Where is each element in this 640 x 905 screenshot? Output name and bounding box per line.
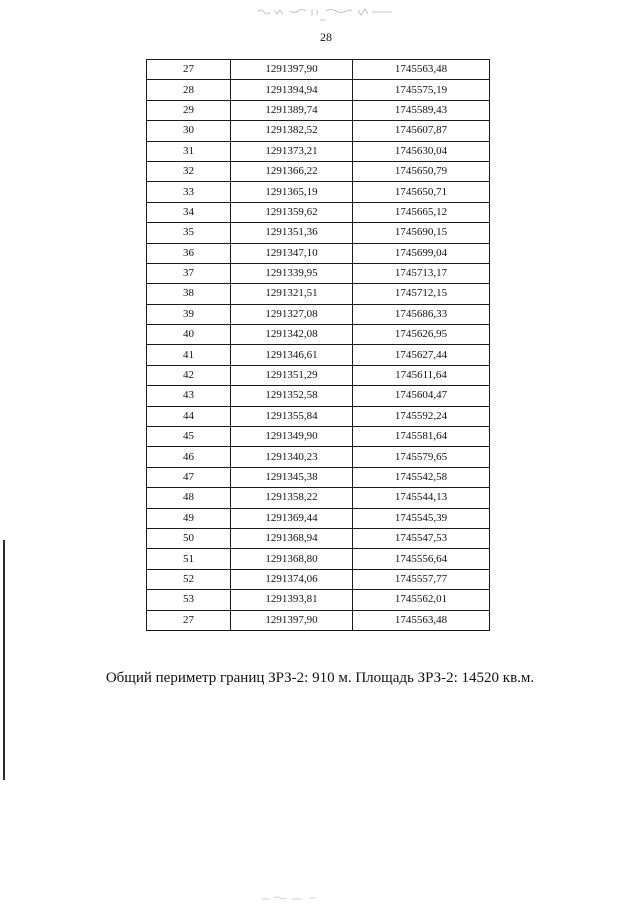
table-row (147, 304, 490, 324)
x-coordinate-cell: 1291351,29 (231, 365, 353, 385)
y-coordinate-cell: 1745563,48 (353, 60, 490, 80)
point-number-cell: 28 (147, 80, 231, 100)
y-coordinate-cell: 1745690,15 (353, 223, 490, 243)
table-row (147, 549, 490, 569)
x-coordinate-cell: 1291327,08 (231, 304, 353, 324)
point-number-cell: 46 (147, 447, 231, 467)
table-row (147, 121, 490, 141)
table-row (147, 610, 490, 630)
y-coordinate-cell: 1745592,24 (353, 406, 490, 426)
point-number-cell: 29 (147, 100, 231, 120)
point-number-cell: 42 (147, 365, 231, 385)
x-coordinate-cell: 1291346,61 (231, 345, 353, 365)
y-coordinate-cell: 1745630,04 (353, 141, 490, 161)
point-number-cell: 37 (147, 263, 231, 283)
x-coordinate-cell: 1291373,21 (231, 141, 353, 161)
y-coordinate-cell: 1745650,71 (353, 182, 490, 202)
x-coordinate-cell: 1291369,44 (231, 508, 353, 528)
table-row (147, 100, 490, 120)
x-coordinate-cell: 1291351,36 (231, 223, 353, 243)
x-coordinate-cell: 1291359,62 (231, 202, 353, 222)
x-coordinate-cell: 1291347,10 (231, 243, 353, 263)
point-number-cell: 40 (147, 325, 231, 345)
point-number-cell: 52 (147, 569, 231, 589)
table-row (147, 325, 490, 345)
scan-stamp-marks (250, 2, 410, 24)
y-coordinate-cell: 1745712,15 (353, 284, 490, 304)
point-number-cell: 31 (147, 141, 231, 161)
table-row (147, 202, 490, 222)
point-number-cell: 38 (147, 284, 231, 304)
x-coordinate-cell: 1291368,94 (231, 528, 353, 548)
y-coordinate-cell: 1745575,19 (353, 80, 490, 100)
point-number-cell: 49 (147, 508, 231, 528)
y-coordinate-cell: 1745611,64 (353, 365, 490, 385)
y-coordinate-cell: 1745563,48 (353, 610, 490, 630)
table-row (147, 508, 490, 528)
table-row (147, 406, 490, 426)
point-number-cell: 36 (147, 243, 231, 263)
x-coordinate-cell: 1291366,22 (231, 161, 353, 181)
table-row (147, 161, 490, 181)
table-row (147, 80, 490, 100)
point-number-cell: 51 (147, 549, 231, 569)
point-number-cell: 27 (147, 610, 231, 630)
y-coordinate-cell: 1745542,58 (353, 467, 490, 487)
point-number-cell: 50 (147, 528, 231, 548)
point-number-cell: 45 (147, 427, 231, 447)
x-coordinate-cell: 1291389,74 (231, 100, 353, 120)
x-coordinate-cell: 1291393,81 (231, 590, 353, 610)
point-number-cell: 44 (147, 406, 231, 426)
y-coordinate-cell: 1745547,53 (353, 528, 490, 548)
x-coordinate-cell: 1291397,90 (231, 60, 353, 80)
x-coordinate-cell: 1291394,94 (231, 80, 353, 100)
y-coordinate-cell: 1745589,43 (353, 100, 490, 120)
point-number-cell: 30 (147, 121, 231, 141)
x-coordinate-cell: 1291352,58 (231, 386, 353, 406)
point-number-cell: 33 (147, 182, 231, 202)
y-coordinate-cell: 1745699,04 (353, 243, 490, 263)
table-row (147, 447, 490, 467)
scan-footer-marks (258, 893, 338, 903)
y-coordinate-cell: 1745713,17 (353, 263, 490, 283)
y-coordinate-cell: 1745604,47 (353, 386, 490, 406)
x-coordinate-cell: 1291342,08 (231, 325, 353, 345)
x-coordinate-cell: 1291321,51 (231, 284, 353, 304)
point-number-cell: 43 (147, 386, 231, 406)
table-row (147, 386, 490, 406)
y-coordinate-cell: 1745626,95 (353, 325, 490, 345)
table-row (147, 590, 490, 610)
y-coordinate-cell: 1745581,64 (353, 427, 490, 447)
y-coordinate-cell: 1745686,33 (353, 304, 490, 324)
point-number-cell: 35 (147, 223, 231, 243)
x-coordinate-cell: 1291345,38 (231, 467, 353, 487)
point-number-cell: 34 (147, 202, 231, 222)
x-coordinate-cell: 1291339,95 (231, 263, 353, 283)
y-coordinate-cell: 1745545,39 (353, 508, 490, 528)
table-row (147, 284, 490, 304)
point-number-cell: 47 (147, 467, 231, 487)
table-row (147, 467, 490, 487)
x-coordinate-cell: 1291374,06 (231, 569, 353, 589)
coordinates-table-body (147, 60, 490, 631)
x-coordinate-cell: 1291355,84 (231, 406, 353, 426)
y-coordinate-cell: 1745556,64 (353, 549, 490, 569)
point-number-cell: 39 (147, 304, 231, 324)
table-row (147, 345, 490, 365)
y-coordinate-cell: 1745544,13 (353, 488, 490, 508)
scan-margin-line (3, 540, 5, 780)
x-coordinate-cell: 1291358,22 (231, 488, 353, 508)
x-coordinate-cell: 1291349,90 (231, 427, 353, 447)
point-number-cell: 41 (147, 345, 231, 365)
y-coordinate-cell: 1745650,79 (353, 161, 490, 181)
x-coordinate-cell: 1291397,90 (231, 610, 353, 630)
point-number-cell: 53 (147, 590, 231, 610)
x-coordinate-cell: 1291365,19 (231, 182, 353, 202)
table-row (147, 182, 490, 202)
point-number-cell: 27 (147, 60, 231, 80)
x-coordinate-cell: 1291382,52 (231, 121, 353, 141)
table-row (147, 243, 490, 263)
table-row (147, 141, 490, 161)
page-number: 28 (320, 30, 332, 44)
table-row (147, 60, 490, 80)
y-coordinate-cell: 1745665,12 (353, 202, 490, 222)
table-row (147, 263, 490, 283)
coordinates-table (146, 59, 490, 631)
x-coordinate-cell: 1291368,80 (231, 549, 353, 569)
y-coordinate-cell: 1745579,65 (353, 447, 490, 467)
y-coordinate-cell: 1745627,44 (353, 345, 490, 365)
point-number-cell: 32 (147, 161, 231, 181)
x-coordinate-cell: 1291340,23 (231, 447, 353, 467)
table-row (147, 569, 490, 589)
table-row (147, 427, 490, 447)
y-coordinate-cell: 1745562,01 (353, 590, 490, 610)
table-row (147, 488, 490, 508)
table-row (147, 365, 490, 385)
point-number-cell: 48 (147, 488, 231, 508)
y-coordinate-cell: 1745607,87 (353, 121, 490, 141)
table-row (147, 223, 490, 243)
table-row (147, 528, 490, 548)
y-coordinate-cell: 1745557,77 (353, 569, 490, 589)
area-summary: Общий периметр границ ЗРЗ-2: 910 м. Площадь ЗРЗ-2: 14520 кв.м. (105, 670, 535, 686)
